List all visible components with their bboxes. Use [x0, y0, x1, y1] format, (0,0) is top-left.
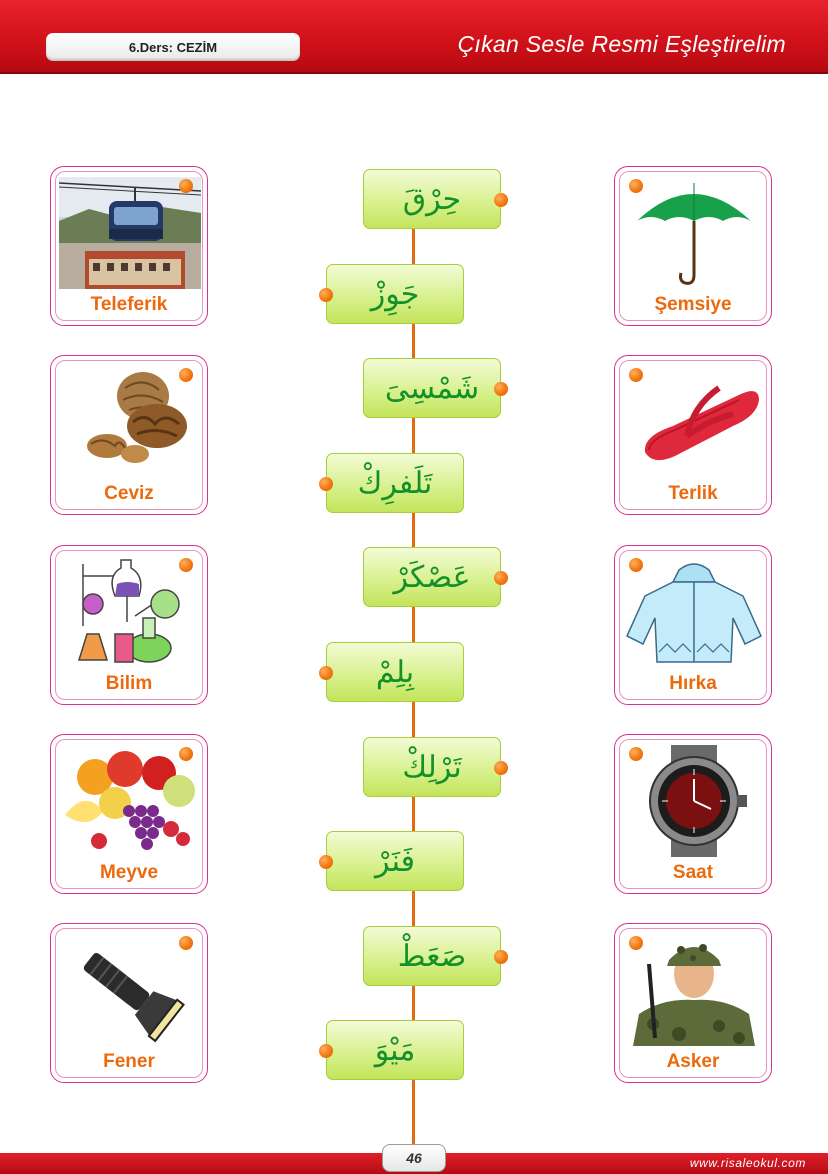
flashlight-picture: [59, 934, 201, 1046]
page-number: 46: [382, 1144, 446, 1172]
match-dot[interactable]: [319, 1044, 333, 1058]
arabic-word: شَمْسِىَ: [384, 370, 480, 406]
card-bilim[interactable]: [50, 545, 208, 705]
match-dot[interactable]: [494, 382, 508, 396]
website-url: www.risaleokul.com: [689, 1156, 806, 1170]
match-dot[interactable]: [179, 936, 193, 950]
match-dot[interactable]: [319, 855, 333, 869]
arabic-word: بِلِمْ: [375, 654, 415, 690]
card-semsiye[interactable]: [614, 166, 772, 326]
match-dot[interactable]: [179, 179, 193, 193]
word-box[interactable]: [326, 264, 464, 324]
match-dot[interactable]: [494, 571, 508, 585]
card-teleferik[interactable]: [50, 166, 208, 326]
header-bar: [0, 0, 828, 74]
match-dot[interactable]: [179, 747, 193, 761]
match-dot[interactable]: [179, 558, 193, 572]
word-box[interactable]: [326, 453, 464, 513]
card-label: Terlik: [668, 483, 718, 504]
match-dot[interactable]: [494, 950, 508, 964]
arabic-word: تَلَفرِكْ: [357, 465, 433, 501]
page-title: Çıkan Sesle Resmi Eşleştirelim: [457, 31, 786, 57]
walnut-picture: [59, 366, 201, 478]
match-dot[interactable]: [629, 179, 643, 193]
flip-flop-picture: [623, 366, 765, 478]
wristwatch-picture: [623, 745, 765, 857]
arabic-word: حِرْقَ: [402, 181, 462, 217]
card-terlik[interactable]: [614, 355, 772, 515]
card-label: Şemsiye: [654, 294, 732, 315]
card-label: Ceviz: [104, 483, 154, 504]
card-hirka[interactable]: [614, 545, 772, 705]
word-box[interactable]: [363, 358, 501, 418]
card-label: Fener: [103, 1051, 155, 1072]
match-dot[interactable]: [629, 936, 643, 950]
arabic-word: صَعَطْ: [397, 938, 467, 974]
word-box[interactable]: [326, 831, 464, 891]
match-dot[interactable]: [629, 368, 643, 382]
card-label: Bilim: [105, 673, 153, 694]
match-dot[interactable]: [494, 761, 508, 775]
arabic-word: مَيْوَ: [374, 1032, 416, 1068]
arabic-word: تَرْلِكْ: [402, 749, 462, 785]
laboratory-glassware-picture: [59, 556, 201, 668]
word-box[interactable]: [363, 926, 501, 986]
word-box[interactable]: [363, 547, 501, 607]
word-box[interactable]: [326, 642, 464, 702]
match-dot[interactable]: [319, 288, 333, 302]
arabic-word: عَصْكَرْ: [393, 559, 471, 595]
arabic-word: جَوِزْ: [370, 276, 420, 312]
arabic-word: فَنَرْ: [375, 843, 415, 879]
match-dot[interactable]: [629, 747, 643, 761]
match-dot[interactable]: [629, 558, 643, 572]
match-dot[interactable]: [494, 193, 508, 207]
match-dot[interactable]: [319, 477, 333, 491]
card-saat[interactable]: [614, 734, 772, 894]
card-label: Meyve: [99, 862, 159, 883]
card-label: Hırka: [669, 673, 717, 694]
word-box[interactable]: [363, 737, 501, 797]
card-ceviz[interactable]: [50, 355, 208, 515]
match-dot[interactable]: [319, 666, 333, 680]
word-box[interactable]: [326, 1020, 464, 1080]
card-meyve[interactable]: [50, 734, 208, 894]
lesson-label: 6.Ders: CEZİM: [46, 33, 300, 61]
cable-car-picture: [59, 177, 201, 289]
card-label: Saat: [672, 862, 714, 883]
jacket-picture: [623, 556, 765, 668]
fruit-pile-picture: [59, 745, 201, 857]
match-dot[interactable]: [179, 368, 193, 382]
soldier-picture: [623, 934, 765, 1046]
card-label: Teleferik: [90, 294, 168, 315]
card-fener[interactable]: [50, 923, 208, 1083]
word-box[interactable]: [363, 169, 501, 229]
umbrella-picture: [623, 177, 765, 289]
card-label: Asker: [666, 1051, 720, 1072]
card-asker[interactable]: [614, 923, 772, 1083]
